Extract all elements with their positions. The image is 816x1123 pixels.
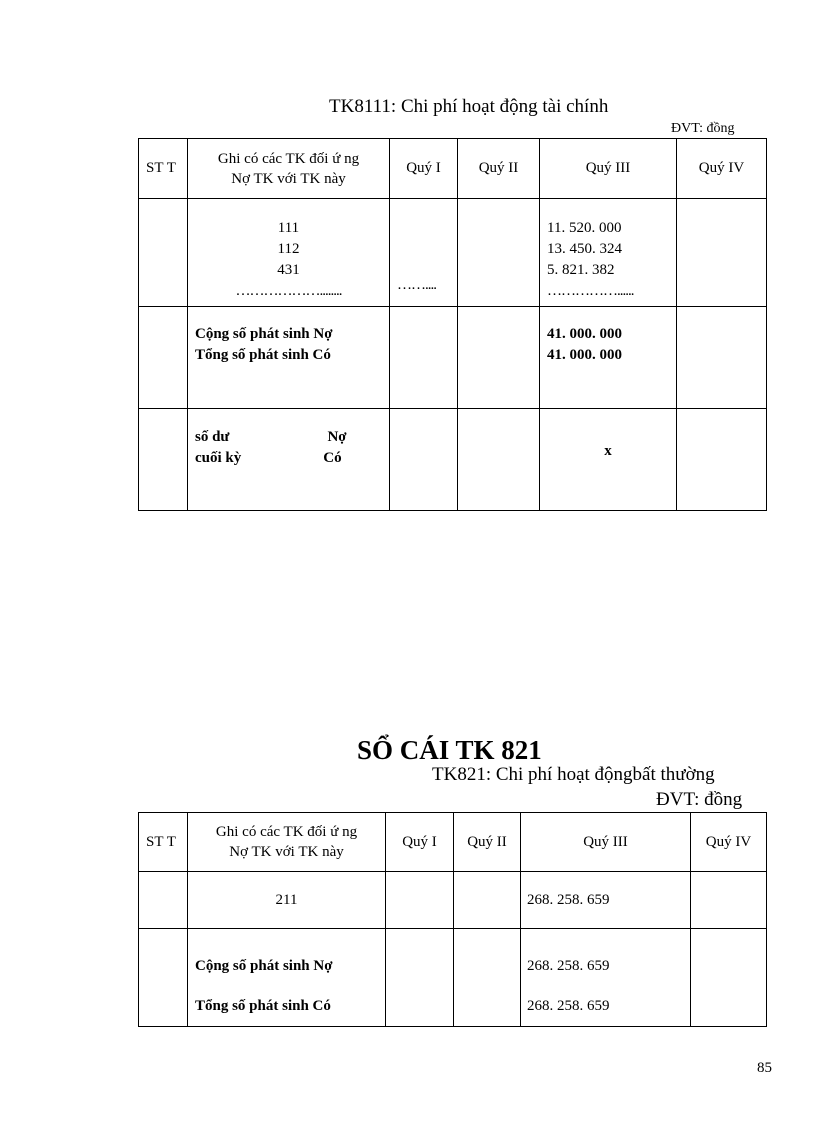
account-dots: ………………........: [235, 283, 342, 299]
header-q3: Quý III: [540, 139, 677, 199]
header-stt: ST T: [139, 813, 188, 872]
cell-q2: [458, 409, 540, 511]
table-row-accounts: [139, 199, 767, 307]
header-q1: Quý I: [390, 139, 458, 199]
cell-stt: [139, 409, 188, 511]
cell-account: 211: [188, 872, 386, 929]
q3-dots: ……………......: [547, 283, 634, 299]
cell-stt: [139, 872, 188, 929]
q3-value-431: 5. 821. 382: [547, 262, 615, 278]
header-row: [139, 813, 767, 872]
credit-total-q3: 268. 258. 659: [527, 998, 610, 1014]
header-q3: Quý III: [521, 813, 691, 872]
cell-accounts: [188, 199, 390, 307]
account-111: 111: [277, 220, 300, 236]
cell-q1: [390, 409, 458, 511]
cell-q1: [386, 872, 454, 929]
header-q1: Quý I: [386, 813, 454, 872]
cell-q1: [386, 929, 454, 1027]
cell-stt: [139, 929, 188, 1027]
table2-title: TK821: Chi phí hoạt độngbất thường: [432, 764, 715, 785]
cell-ending-label: [188, 409, 390, 511]
header-q2: Quý II: [454, 813, 521, 872]
cell-q2: [458, 307, 540, 409]
page-number: 85: [757, 1060, 772, 1076]
ledger-table-tk821: [138, 812, 767, 1027]
ending-label-line1: số dư Nợ: [195, 429, 347, 445]
cell-q3: 268. 258. 659: [521, 872, 691, 929]
header-account: Ghi có các TK đối ứ ng Nợ TK với TK này: [188, 813, 386, 872]
cell-q1: [390, 307, 458, 409]
cell-totals-label: [188, 307, 390, 409]
header-row: [139, 139, 767, 199]
cell-totals-label: [188, 929, 386, 1027]
cell-q2: [454, 929, 521, 1027]
header-stt: ST T: [139, 139, 188, 199]
ending-label-line2: cuối kỳ Có: [195, 450, 342, 466]
cell-q4: [677, 199, 767, 307]
credit-total-q3: 41. 000. 000: [547, 347, 622, 363]
q3-value-112: 13. 450. 324: [547, 241, 622, 257]
cell-totals-q3: [521, 929, 691, 1027]
debit-total-q3: 41. 000. 000: [547, 326, 622, 342]
cell-q2: [454, 872, 521, 929]
cell-stt: [139, 199, 188, 307]
cell-q1: [390, 199, 458, 307]
debit-total-q3: 268. 258. 659: [527, 958, 610, 974]
debit-total-label: Cộng số phát sinh Nợ: [195, 326, 333, 342]
credit-total-label: Tổng số phát sinh Có: [195, 347, 331, 363]
table-row-account-211: [139, 872, 767, 929]
table-row-ending-balance: [139, 409, 767, 511]
cell-q4: [691, 872, 767, 929]
header-q4: Quý IV: [677, 139, 767, 199]
cell-ending-q3: [540, 409, 677, 511]
table1-title: TK8111: Chi phí hoạt động tài chính: [329, 96, 609, 117]
table1-unit: ĐVT: đồng: [671, 121, 735, 136]
cell-q4: [677, 307, 767, 409]
header-q2: Quý II: [458, 139, 540, 199]
table-row-totals: [139, 929, 767, 1027]
ledger-table-tk8111: [138, 138, 767, 511]
cell-q2: [458, 199, 540, 307]
q3-value-111: 11. 520. 000: [547, 220, 622, 236]
cell-stt: [139, 307, 188, 409]
credit-total-label: Tổng số phát sinh Có: [195, 998, 331, 1014]
header-account: Ghi có các TK đối ứ ng Nợ TK với TK này: [188, 139, 390, 199]
table-row-totals: [139, 307, 767, 409]
cell-totals-q3: [540, 307, 677, 409]
header-q4: Quý IV: [691, 813, 767, 872]
account-431: 431: [277, 262, 300, 278]
cell-q4: [691, 929, 767, 1027]
cell-q3: [540, 199, 677, 307]
table2-unit: ĐVT: đồng: [656, 789, 743, 810]
q1-dots: ……....: [397, 277, 436, 293]
cell-q4: [677, 409, 767, 511]
ending-q3-mark: x: [604, 443, 612, 459]
account-112: 112: [277, 241, 300, 257]
ledger-heading: SỔ CÁI TK 821: [357, 735, 542, 765]
debit-total-label: Cộng số phát sinh Nợ: [195, 958, 333, 974]
